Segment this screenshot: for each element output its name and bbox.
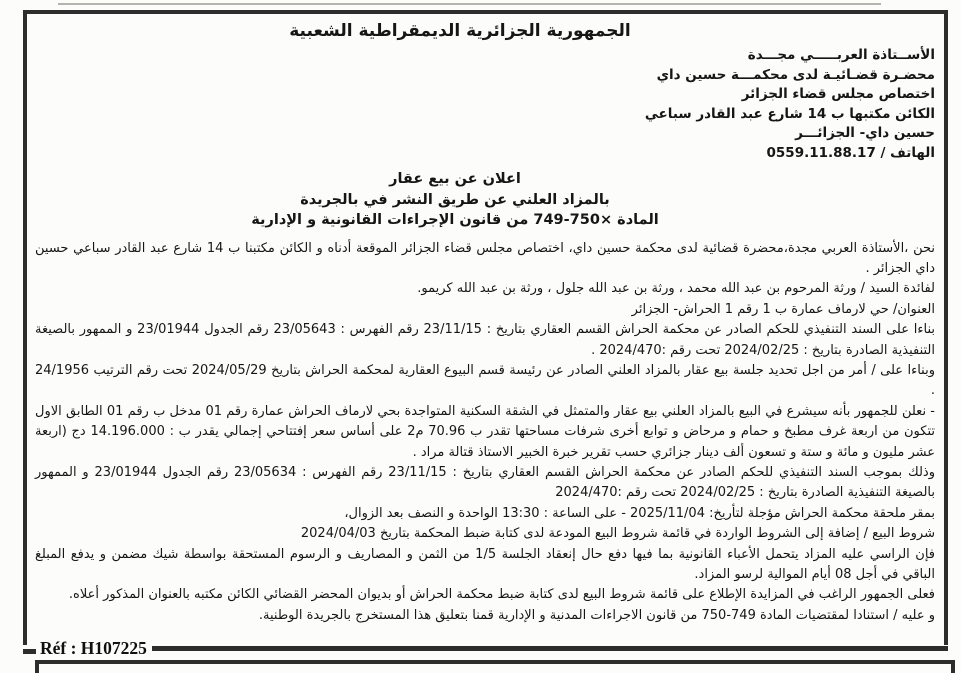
body-paragraph-property-description: - نعلن للجمهور بأنه سيشرع في البيع بالمزاد العلني بيع عقار والمتمثل في الشقة السكنية المتواجدة بحي لارماف الحراش عمارة رقم 01 مدخل ب رقم 01 الطابق الاول تتكون من اربعة غرف مطبخ و حمام و مرحاض و توابع أخرى شرفات مساحتها تقدر ب 70.96 م2 على أساس سعر إفتتاحي إجمالي يقدر ب : 14.196.000 دج (اربعة عشر مليون و مائة و ستة و تسعون ألف دينار جزائري حسب تقرير خبرة الخبير الاستاذ قتالة مراد . xyxy=(35,403,935,460)
body-paragraph-payment-terms: فإن الراسي عليه المزاد يتحمل الأعباء القانونية بما فيها دفع حال إنعقاد الجلسة 1/5 من الثمن و المصاريف و الرسوم المستحقة بواسطة شيك مضمن و يدفع المبلغ الباقي في أجل 08 أيام الموالية لرسو المزاد. xyxy=(35,546,935,582)
previous-ad-border-artifact xyxy=(58,3,881,5)
bailiff-jurisdiction: اختصاص مجلس قضاء الجزائر xyxy=(741,86,935,102)
border-corner-stub xyxy=(23,649,36,654)
bailiff-city: حسين داي- الجزائـــر xyxy=(795,125,935,141)
body-paragraph-executive-title: بناءا على السند التنفيذي للحكم الصادر عن محكمة الحراش القسم العقاري بتاريخ : 23/11/15 رقم الفهرس : 23/05643 رقم الجدول 23/01944 و الممهور بالصيغة التنفيذية الصادرة بتاريخ : 2024/02/25 تحت رقم :2024/470 . xyxy=(35,322,935,358)
body-paragraph-beneficiary: لفائدة السيد / ورثة المرحوم بن عبد الله محمد ، ورثة بن عبد الله جلول ، ورثة بن عبد الله كريمو. xyxy=(417,281,935,297)
body-paragraph-session-order: وبناءا على / أمر من اجل تحديد جلسة بيع عقار بالمزاد العلني الصادر عن رئيسة قسم البيوع العقارية لمحكمة الحراش بتاريخ 2024/05/29 تحت رقم الترتيب 24/1956 . xyxy=(35,362,935,399)
republic-title: الجمهورية الجزائرية الديمقراطية الشعبية xyxy=(289,21,631,41)
announcement-frame xyxy=(23,10,948,645)
bailiff-name: الأســتاذة العربـــــي مجـــدة xyxy=(747,47,935,63)
bailiff-office-header xyxy=(35,46,935,163)
bailiff-phone: الهاتف / 0559.11.88.17 xyxy=(766,144,935,161)
announcement-title: اعلان عن بيع عقار xyxy=(389,171,521,187)
announcement-subtitle: بالمزاد العلني عن طريق النشر في بالجريدة xyxy=(300,191,610,208)
next-ad-border-partial xyxy=(35,660,955,673)
body-paragraph-address: العنوان/ حي لارماف عمارة ب 1 رقم 1 الحراش- الجزائر xyxy=(631,301,935,317)
body-paragraph-executive-title-2: وذلك بموجب السند التنفيذي للحكم الصادر عن محكمة الحراش القسم العقاري بتاريخ : 23/11/15 رقم الفهرس : 23/05634 رقم الجدول 23/01944 و الممهور بالصيغة التنفيذية الصادرة بتاريخ : 2024/02/25 تحت رقم :2024/470 xyxy=(35,464,935,501)
announcement-heading xyxy=(23,169,905,231)
bailiff-address: الكائن مكتبها ب 14 شارع عبد القادر سباعي xyxy=(644,105,935,122)
body-paragraph-session-datetime: بمقر ملحقة محكمة الحراش مؤجلة لتأريخ: 2025/11/04 - على الساعة : 13:30 الواحدة و النصف بعد الزوال، xyxy=(344,505,935,521)
body-paragraph-sale-conditions: شروط البيع / إضافة إلى الشروط الواردة في قائمة شروط البيع المودعة لدى كتابة ضبط المحكمة بتاريخ 2024/04/03 xyxy=(300,526,935,542)
body-paragraph-intro: نحن ،الأستاذة العربي مجدة،محضرة قضائية لدى محكمة حسين داي، اختصاص مجلس قضاء الجزائر الموقعة أدناه و الكائن مكتبنا ب 14 شارع عبد القادر سباعي حسين داي الجزائر . xyxy=(35,240,935,276)
announcement-body xyxy=(35,239,935,627)
bailiff-function: محضـرة قضـائيـة لدى محكمـــة حسين داي xyxy=(656,66,935,83)
frame-bottom-border xyxy=(152,646,948,651)
reference-label: Réf : H107225 xyxy=(40,637,147,658)
frame-footer xyxy=(23,636,948,660)
body-paragraph-legal-basis: و عليه / استنادا لمقتضيات المادة 749-750 من قانون الاجراءات المدنية و الإدارية قمنا بتعليق هذا المستخرج بالجريدة الوطنية. xyxy=(258,607,935,623)
announcement-legal-article: المادة ×750-749 من قانون الإجراءات القانونية و الإدارية xyxy=(251,212,659,228)
body-paragraph-public-invitation: فعلى الجمهور الراغب في المزايدة الإطلاع على قائمة شروط البيع لدى كتابة ضبط محكمة الحراش أو بديوان المحضر القضائي الكائن مكتبه بالعنوان المذكور أعلاه. xyxy=(68,587,935,603)
